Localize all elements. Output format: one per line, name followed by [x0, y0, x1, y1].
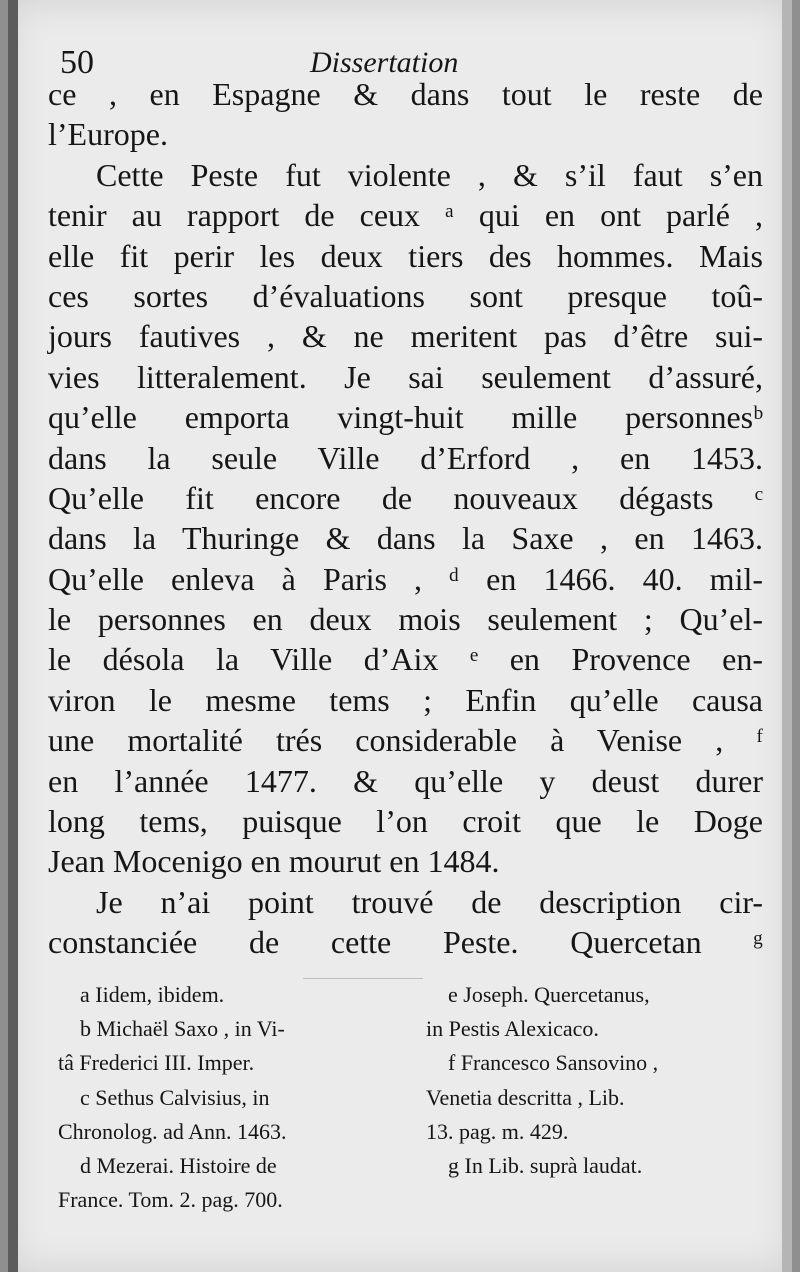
text-line: viron le mesme tems ; Enfin qu’elle causa — [48, 681, 763, 718]
text-line: ces sortes d’évaluations sont presque toû- — [48, 277, 763, 314]
text-line: Je n’ai point trouvé de description cir- — [96, 883, 763, 920]
footnote-line: Venetia descritta , Lib. — [426, 1084, 625, 1110]
footnote-line: e Joseph. Quercetanus, — [448, 982, 650, 1007]
text-line: dans la Thuringe & dans la Saxe , en 1463. — [48, 520, 763, 557]
page-right-edge — [782, 0, 792, 1272]
book-page — [8, 0, 792, 1272]
footnotes-right-column — [426, 978, 771, 1183]
text-line: le personnes en deux mois seulement ; Qu’el- — [48, 601, 763, 638]
text-line: constanciée de cette Peste. Quercetan ᵍ — [48, 924, 763, 961]
footnote-line: a Iidem, ibidem. — [80, 982, 225, 1007]
running-title: Dissertation — [310, 46, 459, 79]
text-line: long tems, puisque l’on croit que le Doge — [48, 803, 763, 840]
text-line: Cette Peste fut violente , & s’il faut s’en — [96, 156, 763, 193]
footnote-line: d Mezerai. Histoire de — [80, 1152, 277, 1178]
text-line: jours fautives , & ne meritent pas d’être sui- — [48, 318, 763, 355]
text-line: le désola la Ville d’Aix ᵉ en Provence en- — [48, 641, 763, 678]
text-line: Qu’elle enleva à Paris , ᵈ en 1466. 40. mil- — [48, 560, 763, 597]
text-line: Jean Mocenigo en mourut en 1484. — [48, 843, 500, 880]
footnote-line: b Michaël Saxo , in Vi- — [80, 1016, 285, 1042]
text-line: l’Europe. — [48, 116, 168, 153]
page-number: 50 — [60, 44, 94, 81]
text-line: dans la seule Ville d’Erford , en 1453. — [48, 439, 763, 476]
footnote-line: Chronolog. ad Ann. 1463. — [58, 1118, 287, 1144]
footnote-line: France. Tom. 2. pag. 700. — [58, 1187, 283, 1213]
text-line: tenir au rapport de ceux ᵃ qui en ont parlé , — [48, 197, 763, 234]
footnotes-left-column — [58, 978, 408, 1217]
body-text — [48, 74, 763, 963]
text-line: Qu’elle fit encore de nouveaux dégasts ᶜ — [48, 479, 763, 516]
footnote-line: c Sethus Calvisius, in — [80, 1084, 270, 1110]
footnote-line: tâ Frederici III. Imper. — [58, 1050, 255, 1076]
footnote-line: in Pestis Alexicaco. — [426, 1016, 599, 1042]
text-line: une mortalité trés considerable à Venise , ᶠ — [48, 722, 763, 759]
footnote-line: g In Lib. suprà laudat. — [448, 1152, 643, 1178]
page-left-edge-shadow — [8, 0, 18, 1272]
text-line: ce , en Espagne & dans tout le reste de — [48, 76, 763, 112]
footnote-line: f Francesco Sansovino , — [448, 1050, 659, 1076]
text-line: elle fit perir les deux tiers des hommes. Mais — [48, 237, 763, 274]
text-line: vies litteralement. Je sai seulement d’assuré, — [48, 358, 763, 395]
text-line: qu’elle emporta vingt-huit mille personnesᵇ — [48, 399, 763, 436]
footnote-line: 13. pag. m. 429. — [426, 1118, 569, 1144]
text-line: en l’année 1477. & qu’elle y deust durer — [48, 762, 763, 799]
